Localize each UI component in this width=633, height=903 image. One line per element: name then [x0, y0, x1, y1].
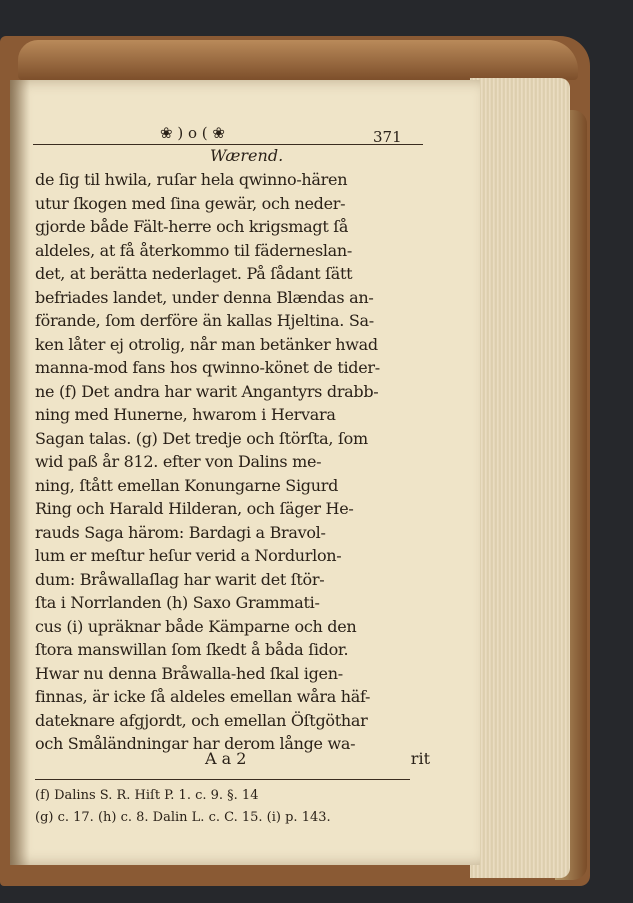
text-line: ning, ſtått emellan Konungarne Sigurd	[35, 475, 339, 495]
text-line: ken låter ej otrolig, når man betänker hwad	[35, 334, 378, 354]
text-line: ne (f) Det andra har warit Angantyrs drabb-	[35, 381, 379, 401]
text-line: dum: Bråwallaſlag har warit det ſtör-	[35, 569, 325, 589]
text-line: ſta i Norrlanden (h) Saxo Grammati-	[35, 593, 320, 612]
book-top-edge	[18, 40, 578, 80]
text-line: det, at berätta nederlaget. På ſådant ſätt	[35, 264, 353, 283]
footnote-line: (g) c. 17. (h) c. 8. Dalin L. c. C. 15. (i) p. 143.	[35, 810, 331, 825]
text-line: cus (i) upräknar både Kämparne och den	[35, 616, 357, 636]
text-line: Ring och Harald Hilderan, och ſäger He-	[35, 499, 354, 518]
text-line: utur ſkogen med ſina gewär, och neder-	[35, 193, 346, 213]
text-line: de ſig til hwila, ruſar hela qwinno-hären	[35, 170, 348, 189]
page-number: 371	[373, 128, 402, 146]
text-line: wid paß år 812. efter von Dalins me-	[35, 452, 322, 471]
header-rule	[33, 144, 423, 145]
body-text	[35, 168, 430, 756]
signature-mark: A a 2	[205, 749, 247, 768]
text-line: Hwar nu denna Bråwalla-hed ſkal igen-	[35, 663, 343, 683]
text-line: manna-mod fans hos qwinno-könet de tider-	[35, 358, 380, 377]
running-title: Wærend.	[210, 146, 284, 165]
text-line: ſtora manswillan ſom ſkedt å båda ſidor.	[35, 640, 349, 659]
book-page	[10, 80, 480, 865]
text-line: rauds Saga härom: Bardagi a Bravol-	[35, 522, 326, 542]
text-line: Sagan talas. (g) Det tredje och ſtörſta, ſom	[35, 428, 368, 448]
text-line: lum er meſtur heſur verid a Nordurlon-	[35, 546, 342, 565]
page-block-edge	[470, 78, 570, 878]
footnote-rule	[35, 779, 410, 780]
footnotes	[35, 785, 331, 829]
text-line: förande, ſom derföre än kallas Hjeltina. Sa-	[35, 311, 374, 330]
text-line: aldeles, at få återkommo til fäderneslan-	[35, 240, 353, 260]
text-line: finnas, är icke ſå aldeles emellan wåra häf-	[35, 687, 371, 706]
text-line: dateknare afgjordt, och emellan Öſtgöthar	[35, 710, 368, 730]
catchword: rit	[410, 749, 430, 768]
text-line: ning med Hunerne, hwarom i Hervara	[35, 405, 336, 424]
text-line: befriades landet, under denna Blændas an-	[35, 287, 374, 307]
text-line: och Småländningar har derom långe wa-	[35, 734, 356, 753]
header-ornament: ❀ ) o ( ❀	[160, 124, 225, 142]
signature-row	[35, 749, 430, 773]
text-line: gjorde både Fält-herre och krigsmagt ſå	[35, 217, 349, 236]
gutter-shadow	[10, 80, 30, 865]
footnote-line: (f) Dalins S. R. Hiſt P. 1. c. 9. §. 14	[35, 788, 259, 803]
